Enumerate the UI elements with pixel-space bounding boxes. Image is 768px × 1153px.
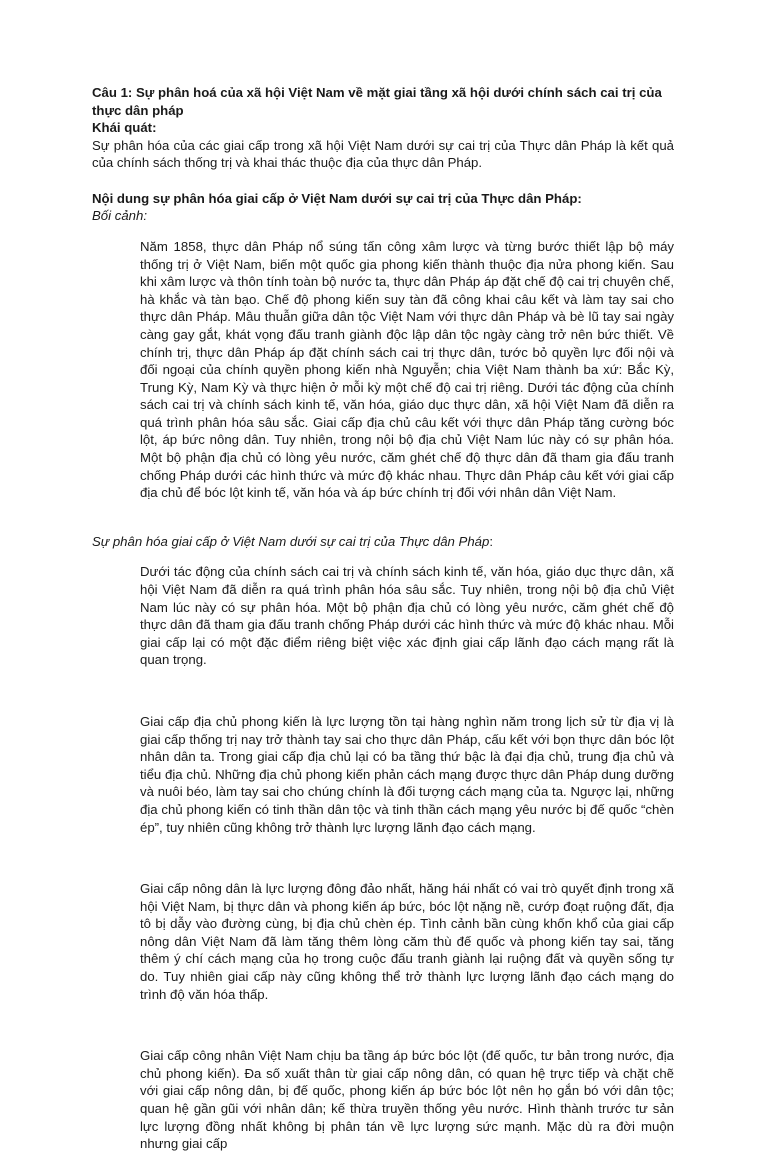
division-intro-paragraph: Dưới tác động của chính sách cai trị và chính sách kinh tế, văn hóa, giáo dục thực dân, xã hội Việt Nam đã diễn ra quá trình phân hóa sâu sắc. Tuy nhiên, trong nội bộ địa chủ Việt Nam lúc này có sự phân hóa. Một bộ phận địa chủ có lòng yêu nước, căm ghét chế độ thực dân đã tham gia đấu tranh chống Pháp dưới các hình thức và mức độ khác nhau. Mỗi giai cấp lại có một đặc điểm riêng biệt việc xác định giai cấp lãnh đạo cách mạng rất là quan trọng. bbox=[140, 564, 674, 668]
content-heading: Nội dung sự phân hóa giai cấp ở Việt Nam dưới sự cai trị của Thực dân Pháp: bbox=[92, 190, 582, 206]
spacer bbox=[92, 172, 674, 190]
division-heading-line bbox=[92, 533, 674, 551]
context-paragraph: Năm 1858, thực dân Pháp nổ súng tấn công xâm lược và từng bước thiết lập bộ máy thống trị ở Việt Nam, biến một quốc gia phong kiến thành thuộc địa nửa phong kiến. Sau khi xâm lược và thôn tính toàn bộ nước ta, thực dân Pháp áp đặt chế độ cai trị chuyên chế, hà khắc và tàn bạo. Chế độ phong kiến suy tàn đã công khai câu kết và làm tay sai cho thực dân Pháp. Mâu thuẫn giữa dân tộc Việt Nam với thực dân Pháp và bè lũ tay sai ngày càng gay gắt, khát vọng đấu tranh giành độc lập dân tộc ngày càng trở nên bức thiết. Về chính trị, thực dân Pháp áp đặt chính sách cai trị thực dân, tước bỏ quyền lực đối nội và đối ngoại của chính quyền phong kiến nhà Nguyễn; chia Việt Nam thành ba xứ: Bắc Kỳ, Trung Kỳ, Nam Kỳ và thực hiện ở mỗi kỳ một chế độ cai trị riêng. Dưới tác động của chính sách cai trị và chính sách kinh tế, văn hóa, giáo dục thực dân, xã hội Việt Nam đã diễn ra quá trình phân hóa sâu sắc. Giai cấp địa chủ câu kết với thực dân Pháp tăng cường bóc lột, áp bức nông dân. Tuy nhiên, trong nội bộ địa chủ Việt Nam lúc này có sự phân hóa. Một bộ phận địa chủ có lòng yêu nước, căm ghét chế độ thực dân đã tham gia đấu tranh chống Pháp dưới các hình thức và mức độ khác nhau. Thực dân Pháp câu kết với giai cấp địa chủ để bóc lột kinh tế, văn hóa và áp bức chính trị đối với nhân dân Việt Nam. bbox=[140, 238, 674, 501]
peasant-paragraph: Giai cấp nông dân là lực lượng đông đảo nhất, hăng hái nhất có vai trò quyết định trong xã hội Việt Nam, bị thực dân và phong kiến áp bức, bóc lột nặng nề, cướp đoạt ruộng đất, địa tô bị dẫy vào đường cùng, bị địa chủ chèn ép. Tình cảnh bần cùng khốn khổ của giai cấp nông dân Việt Nam đã làm tăng thêm lòng căm thù đế quốc và phong kiến tay sai, tăng thêm ý chí cách mạng của họ trong cuộc đấu tranh giành lại ruộng đất và quyền sống tự do. Tuy nhiên giai cấp này cũng không thể trở thành lực lượng lãnh đạo cách mạng do trình độ văn hóa thấp. bbox=[140, 881, 674, 1002]
spacer bbox=[92, 515, 674, 533]
spacer bbox=[92, 682, 674, 700]
landlord-paragraph: Giai cấp địa chủ phong kiến là lực lượng tồn tại hàng nghìn năm trong lịch sử từ địa vị là giai cấp thống trị nay trở thành tay sai cho thực dân Pháp, cấu kết với bọn thực dân bóc lột nhân dân ta. Trong giai cấp địa chủ lại có ba tầng thứ bậc là đại địa chủ, trung địa chủ và tiểu địa chủ. Những địa chủ phong kiến phản cách mạng được thực dân Pháp dung dưỡng và nuôi béo, làm tay sai cho chúng chính là đối tượng cách mạng của ta. Ngược lại, những địa chủ phong kiến có tinh thần dân tộc và tinh thần cách mạng yêu nước bị đế quốc “chèn ép”, tuy nhiên cũng không trở thành lực lượng lãnh đạo cách mạng. bbox=[140, 713, 674, 835]
division-heading-colon: : bbox=[489, 533, 494, 549]
overview-heading: Khái quát: bbox=[92, 120, 157, 136]
division-heading: Sự phân hóa giai cấp ở Việt Nam dưới sự cai trị của Thực dân Pháp bbox=[92, 533, 490, 549]
spacer bbox=[92, 849, 674, 867]
overview-paragraph: Sự phân hóa của các giai cấp trong xã hội Việt Nam dưới sự cai trị của Thực dân Pháp là kết quả của chính sách thống trị và khai thác thuộc địa của thực dân Pháp. bbox=[92, 137, 674, 171]
context-heading: Bối cảnh: bbox=[92, 208, 147, 224]
worker-paragraph: Giai cấp công nhân Việt Nam chịu ba tầng áp bức bóc lột (đế quốc, tư bản trong nước, địa chủ phong kiến). Đa số xuất thân từ giai cấp nông dân, có quan hệ trực tiếp và chặt chẽ với giai cấp nông dân, bị đế quốc, phong kiến áp bức bóc lột nên họ gắn bó với dân tộc; quan hệ gần gũi với nhân dân; kế thừa truyền thống yêu nước. Hình thành trước tư sản lực lượng đồng nhất không bị phân tán về lực lượng sức mạnh. Mặc dù ra đời muộn nhưng giai cấp bbox=[140, 1048, 674, 1152]
question-title: Câu 1: Sự phân hoá của xã hội Việt Nam về mặt giai tầng xã hội dưới chính sách cai trị của thực dân pháp bbox=[92, 85, 662, 118]
spacer bbox=[92, 1016, 674, 1034]
